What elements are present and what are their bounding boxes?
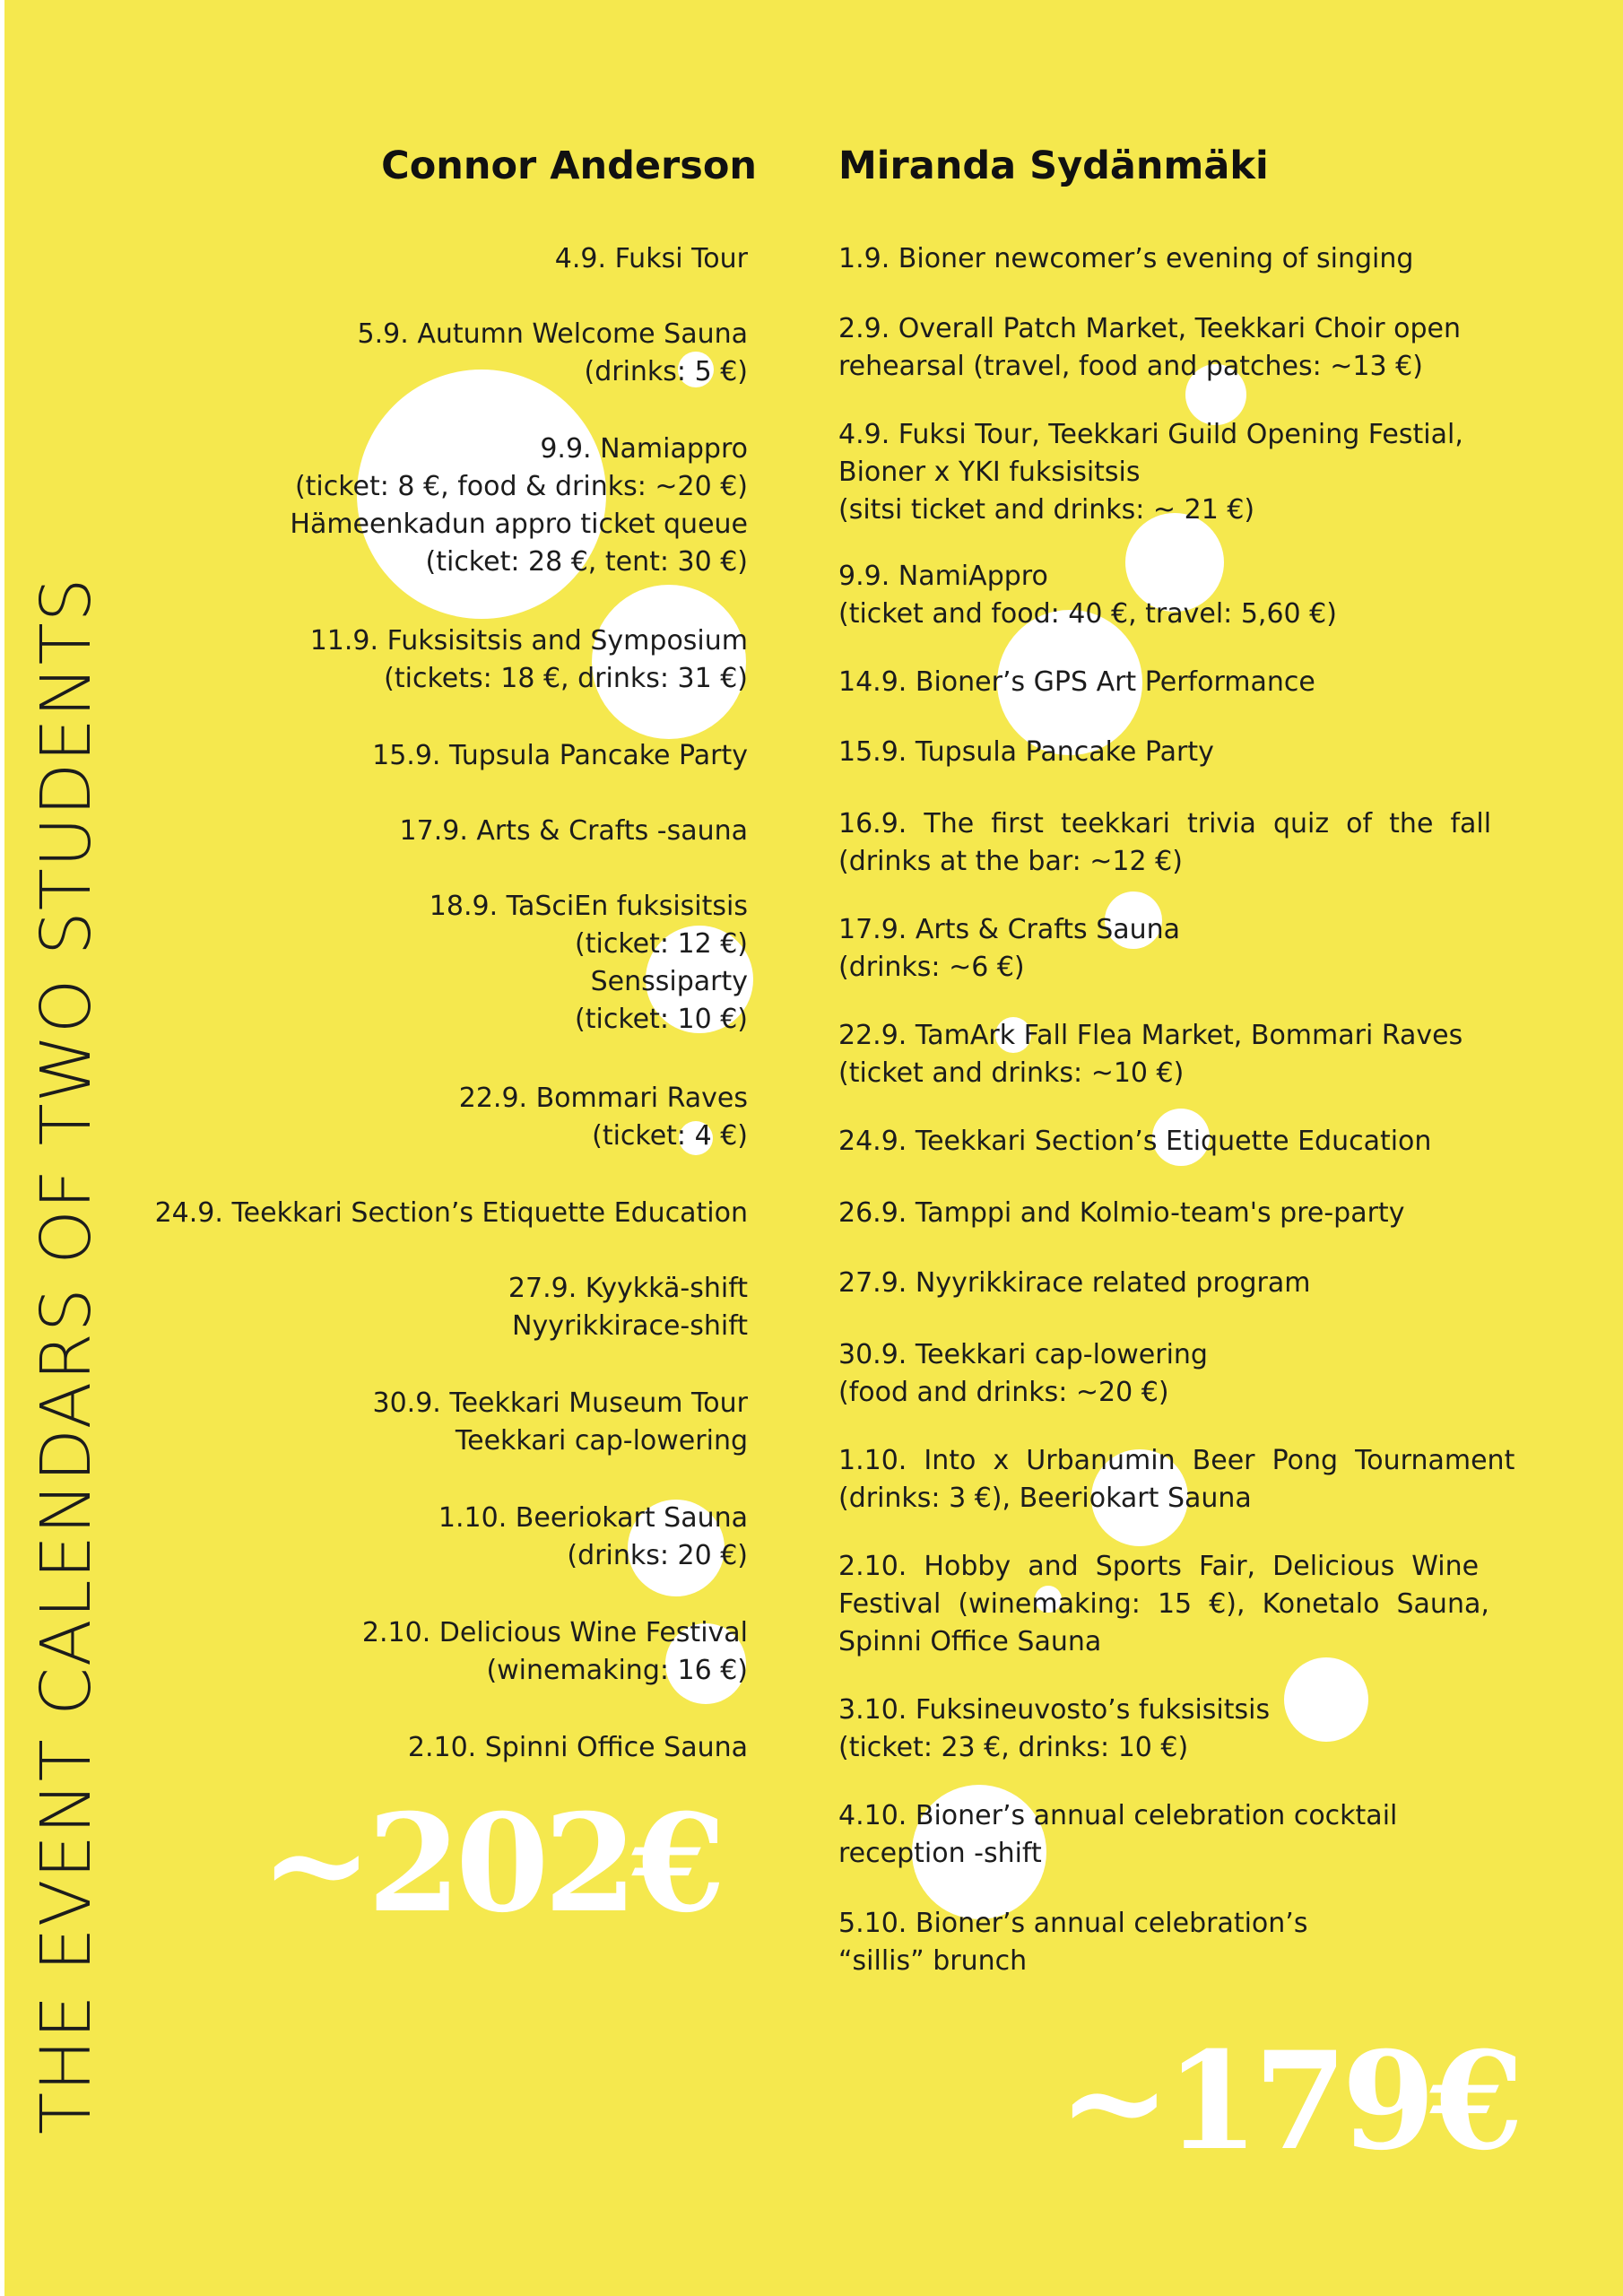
event-item xyxy=(838,1692,1468,1767)
event-line: 26.9. Tamppi and Kolmio-team's pre-party xyxy=(838,1197,1405,1229)
event-line: “sillis” brunch xyxy=(838,1945,1028,1977)
event-item xyxy=(13,1195,748,1232)
event-line: (drinks: 20 €) xyxy=(567,1540,748,1571)
event-item xyxy=(838,1905,1468,1980)
event-item xyxy=(13,813,748,850)
student-name-left: Connor Anderson xyxy=(381,144,757,188)
event-item xyxy=(13,737,748,775)
event-line: 30.9. Teekkari Museum Tour xyxy=(372,1387,748,1419)
event-item xyxy=(13,1500,748,1575)
total-cost-right: ~179€ xyxy=(1058,2022,1519,2180)
event-item xyxy=(838,1336,1468,1412)
event-line: 27.9. Nyyrikkirace related program xyxy=(838,1267,1311,1299)
event-line: 9.9. Namiappro xyxy=(540,433,748,465)
event-line: 17.9. Arts & Crafts Sauna xyxy=(838,914,1181,945)
event-item xyxy=(13,1729,748,1767)
event-line: (drinks at the bar: ~12 €) xyxy=(838,846,1183,877)
event-line: (drinks: 3 €), Beeriokart Sauna xyxy=(838,1483,1252,1514)
event-item xyxy=(13,316,748,391)
event-line: Hämeenkadun appro ticket queue xyxy=(290,509,748,540)
event-line: (sitsi ticket and drinks: ~ 21 €) xyxy=(838,494,1255,526)
event-line: (food and drinks: ~20 €) xyxy=(838,1377,1169,1408)
event-line: 27.9. Kyykkä-shift xyxy=(508,1273,748,1304)
event-line: rehearsal (travel, food and patches: ~13 €) xyxy=(838,351,1423,382)
event-item xyxy=(13,1270,748,1345)
event-line: 4.9. Fuksi Tour xyxy=(554,243,748,274)
total-cost-left: ~202€ xyxy=(260,1785,721,1943)
event-line: (drinks: 5 €) xyxy=(584,356,748,387)
event-item xyxy=(13,622,748,698)
event-line: Senssiparty xyxy=(590,966,748,997)
event-item xyxy=(838,1548,1489,1661)
event-item xyxy=(13,1614,748,1690)
event-line: 2.10. Delicious Wine Festival xyxy=(361,1617,748,1648)
event-line: 15.9. Tupsula Pancake Party xyxy=(372,740,748,771)
event-item xyxy=(838,310,1468,386)
event-item xyxy=(838,416,1468,529)
event-line: 16.9. The first teekkari trivia quiz of the fall xyxy=(838,808,1492,839)
event-line: 14.9. Bioner’s GPS Art Performance xyxy=(838,666,1315,698)
event-item xyxy=(838,1195,1468,1232)
event-line: 22.9. Bommari Raves xyxy=(458,1083,748,1114)
event-line: (drinks: ~6 €) xyxy=(838,952,1025,983)
event-line: Spinni Office Sauna xyxy=(838,1626,1102,1657)
event-line: 22.9. TamArk Fall Flea Market, Bommari Raves xyxy=(838,1020,1463,1051)
event-item xyxy=(13,1080,748,1155)
event-line: Festival (winemaking: 15 €), Konetalo Sauna, xyxy=(838,1588,1489,1620)
event-line: Nyyrikkirace-shift xyxy=(512,1310,748,1342)
event-item xyxy=(838,664,1468,701)
event-line: 11.9. Fuksisitsis and Symposium xyxy=(309,625,748,657)
event-line: (ticket: 28 €, tent: 30 €) xyxy=(425,546,748,578)
event-line: 2.10. Spinni Office Sauna xyxy=(407,1732,748,1763)
event-line: 1.10. Into x Urbanumin Beer Pong Tournament xyxy=(838,1445,1515,1476)
event-line: (ticket: 4 €) xyxy=(592,1120,748,1152)
event-line: (ticket and drinks: ~10 €) xyxy=(838,1057,1185,1089)
page-edge xyxy=(0,0,4,2296)
event-line: reception -shift xyxy=(838,1838,1042,1869)
event-item xyxy=(838,1017,1468,1092)
event-line: 4.9. Fuksi Tour, Teekkari Guild Opening Festial, xyxy=(838,419,1463,450)
event-line: (tickets: 18 €, drinks: 31 €) xyxy=(384,663,748,694)
event-item xyxy=(13,430,748,581)
event-line: 18.9. TaSciEn fuksisitsis xyxy=(429,891,748,922)
event-item xyxy=(838,240,1468,278)
event-item xyxy=(838,911,1468,987)
event-line: (ticket: 10 €) xyxy=(575,1004,748,1035)
event-line: 9.9. NamiAppro xyxy=(838,561,1048,592)
event-item xyxy=(13,888,748,1039)
student-name-right: Miranda Sydänmäki xyxy=(838,144,1269,188)
event-line: 5.10. Bioner’s annual celebration’s xyxy=(838,1908,1308,1939)
event-item xyxy=(838,1797,1468,1873)
event-item xyxy=(838,1442,1515,1518)
event-line: Teekkari cap-lowering xyxy=(455,1425,748,1457)
event-item xyxy=(13,1385,748,1460)
event-line: 3.10. Fuksineuvosto’s fuksisitsis xyxy=(838,1694,1271,1726)
event-line: 30.9. Teekkari cap-lowering xyxy=(838,1339,1208,1370)
event-item xyxy=(838,558,1468,633)
event-item xyxy=(838,805,1492,881)
event-line: 24.9. Teekkari Section’s Etiquette Education xyxy=(838,1126,1432,1157)
event-item xyxy=(838,734,1468,771)
event-line: Bioner x YKI fuksisitsis xyxy=(838,457,1141,488)
event-line: (ticket and food: 40 €, travel: 5,60 €) xyxy=(838,598,1337,630)
event-line: (ticket: 8 €, food & drinks: ~20 €) xyxy=(294,471,748,502)
event-line: 5.9. Autumn Welcome Sauna xyxy=(357,318,748,350)
event-line: 4.10. Bioner’s annual celebration cocktail xyxy=(838,1800,1398,1831)
event-line: 2.9. Overall Patch Market, Teekkari Choir open xyxy=(838,313,1461,344)
event-line: 17.9. Arts & Crafts -sauna xyxy=(399,815,748,847)
event-line: (winemaking: 16 €) xyxy=(486,1655,748,1686)
event-line: 1.10. Beeriokart Sauna xyxy=(438,1502,748,1534)
event-line: 15.9. Tupsula Pancake Party xyxy=(838,736,1214,768)
event-line: 2.10. Hobby and Sports Fair, Delicious Wine xyxy=(838,1551,1480,1582)
event-item xyxy=(838,1265,1468,1302)
event-line: 24.9. Teekkari Section’s Etiquette Education xyxy=(154,1197,748,1229)
event-line: (ticket: 23 €, drinks: 10 €) xyxy=(838,1732,1189,1763)
vertical-page-title: THE EVENT CALENDARS OF TWO STUDENTS xyxy=(27,577,107,2135)
event-item xyxy=(13,240,748,278)
event-line: (ticket: 12 €) xyxy=(575,928,748,960)
event-item xyxy=(838,1123,1468,1161)
event-line: 1.9. Bioner newcomer’s evening of singing xyxy=(838,243,1414,274)
